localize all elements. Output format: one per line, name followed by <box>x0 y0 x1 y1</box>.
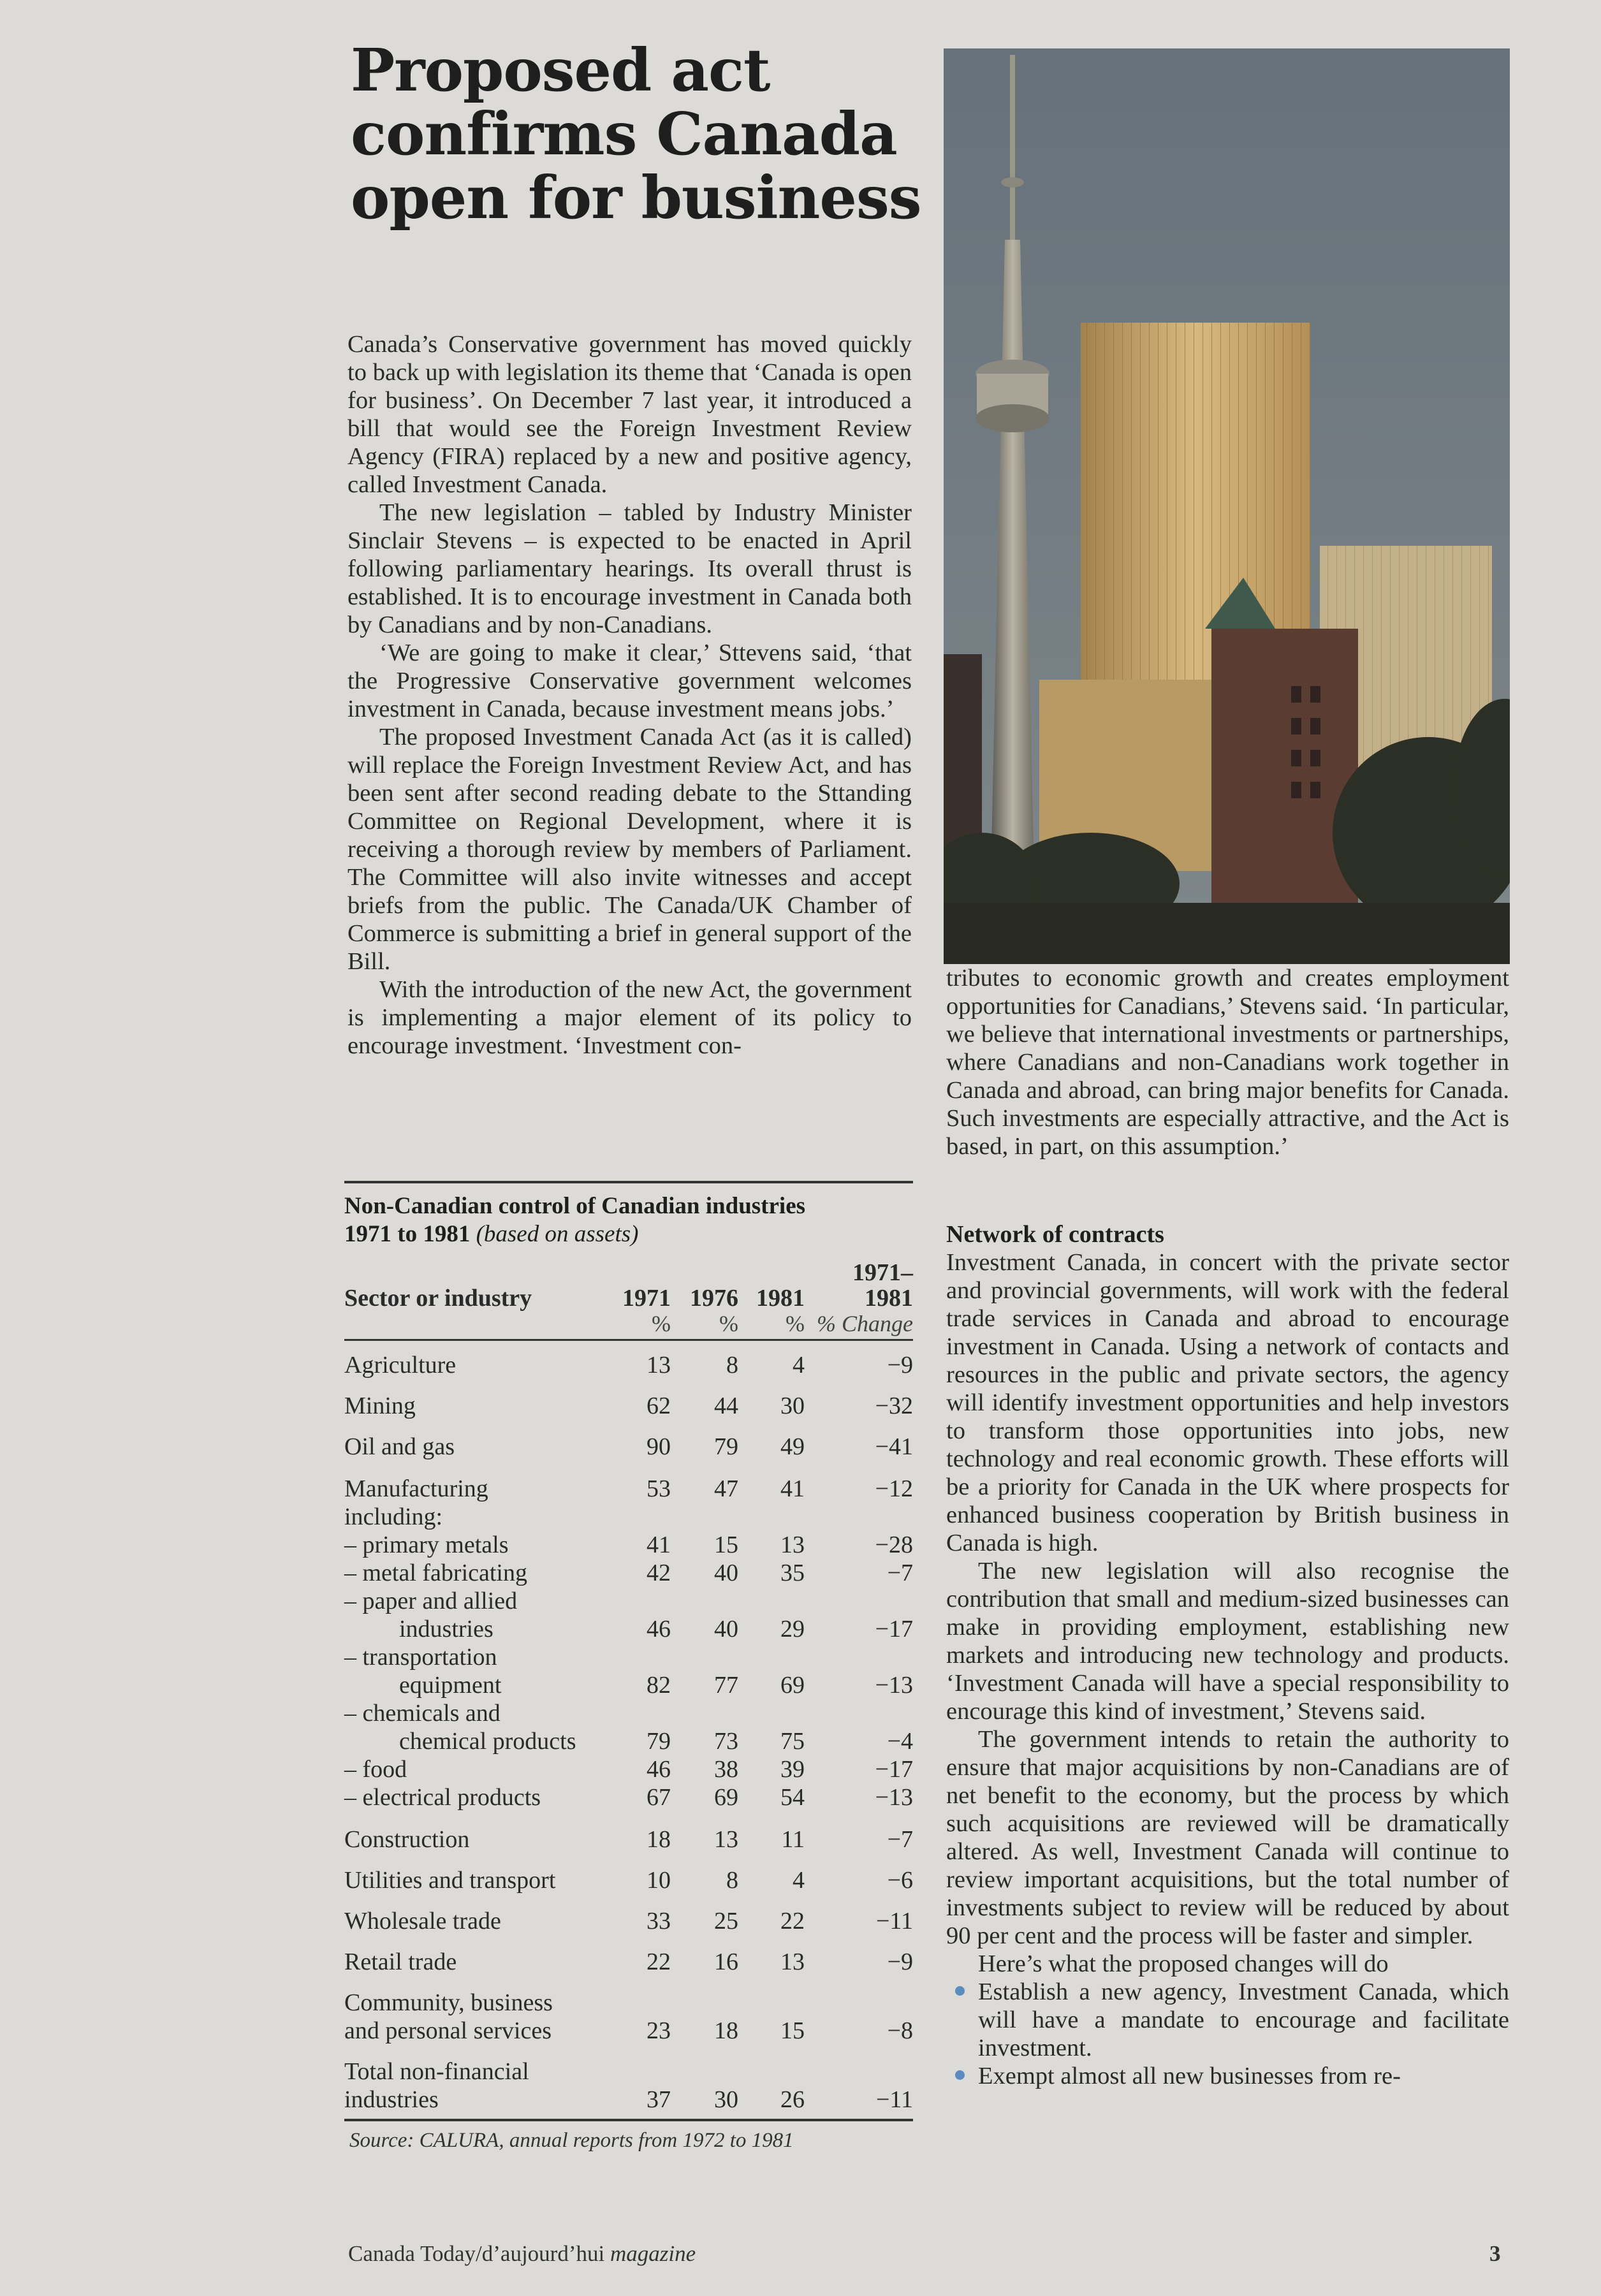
footer-publication: Canada Today/d’aujourd’hui magazine <box>348 2241 696 2266</box>
table-row: Total non-financial industries 37 30 26 −11 <box>344 2058 913 2113</box>
table-row: – primary metals 41 15 13 −28 <box>344 1532 913 1558</box>
list-item: Establish a new agency, Investment Canada, which will have a mandate to encourage and facilitate investment. <box>946 1978 1509 2062</box>
paragraph: The government intends to retain the authority to ensure that major acquisitions by non-Canadians are of net benefit to the economy, but the process by which such acquisitions are reviewed will be dramatically altered. As well, Investment Canada will continue to review important acquisitions, but the total number of investments subject to review will be reduced by about 90 per cent and the process will be faster and simpler. <box>946 1726 1509 1949</box>
unit-1971: % <box>612 1311 671 1340</box>
table-row: Mining 62 44 30 −32 <box>344 1393 913 1419</box>
unit-1981: % <box>738 1311 805 1340</box>
table-caption: Non-Canadian control of Canadian industries 1971 to 1981 (based on assets) <box>344 1193 806 1247</box>
industries-table <box>344 1181 913 2153</box>
cn-tower-photo <box>944 48 1510 964</box>
table-row: Utilities and transport 10 8 4 −6 <box>344 1867 913 1894</box>
table-row: – metal fabricating 42 40 35 −7 <box>344 1560 913 1586</box>
table-row: – electrical products 67 69 54 −13 <box>344 1784 913 1811</box>
table-row: Agriculture 13 8 4 −9 <box>344 1352 913 1378</box>
table-row: – chemicals and chemical products 79 73 75 −4 <box>344 1700 913 1755</box>
paragraph: With the introduction of the new Act, the government is implementing a major element of its policy to encourage investment. ‘Investment con- <box>347 976 912 1059</box>
article-headline <box>351 38 925 230</box>
paragraph: ‘We are going to make it clear,’ Sttevens said, ‘that the Progressive Conservative government welcomes investment in Canada, because investment means jobs.’ <box>347 640 912 722</box>
header-1981: 1981 <box>756 1285 805 1312</box>
left-column <box>347 330 912 1060</box>
paragraph: Investment Canada, in concert with the private sector and provincial governments, will work with the federal trade services in Canada and abroad to encourage investment in Canada. Using a network of contacts and resources in the public and private sectors, the agency will identify investment opportunities and help investors to transform those opportunities into jobs, new technology and real economic growth. These efforts will be a priority for Canada in the UK where prospects for enhanced business cooperation by British business in Canada is high. <box>946 1249 1509 1556</box>
table-row: Retail trade 22 16 13 −9 <box>344 1949 913 1975</box>
bullet-list <box>946 1978 1509 2090</box>
page-number: 3 <box>1489 2241 1501 2266</box>
bullet-dot-icon <box>955 1986 965 1996</box>
unit-change: % Change <box>805 1311 913 1340</box>
headline-line-1: Proposed act <box>351 36 770 105</box>
headline-line-2: confirms Canada <box>351 99 897 168</box>
paragraph: The new legislation will also recognise the contribution that small and medium-sized businesses can make in providing employment, establishing new markets and introducing new technology and products. ‘Investment Canada will have a special responsibility to encourage this kind of investment,’ Stevens said. <box>946 1558 1509 1725</box>
header-sector: Sector or industry <box>344 1285 532 1312</box>
paragraph: Here’s what the proposed changes will do <box>978 1950 1389 1977</box>
table-row: Wholesale trade 33 25 22 −11 <box>344 1908 913 1934</box>
table-source: Source: CALURA, annual reports from 1972 to 1981 <box>349 2129 794 2152</box>
right-column-main <box>946 1220 1509 2090</box>
table-row: – paper and allied industries 46 40 29 −17 <box>344 1588 913 1642</box>
table-row: Manufacturing including: 53 47 41 −12 <box>344 1475 913 1530</box>
table-row: Oil and gas 90 79 49 −41 <box>344 1433 913 1460</box>
section-subhead: Network of contracts <box>946 1221 1164 1248</box>
header-1971: 1971 <box>622 1285 671 1312</box>
paragraph: Canada’s Conservative government has moved quickly to back up with legislation its theme that ‘Canada is open for business’. On December 7 last year, it introduced a bill that would see the Foreign Investment Review Agency (FIRA) replaced by a new and positive agency, called Investment Canada. <box>347 331 912 498</box>
table-bottom-rule <box>344 2119 913 2121</box>
table-top-rule <box>344 1181 913 1183</box>
header-change: 1971–1981 <box>852 1259 913 1312</box>
unit-1976: % <box>671 1311 738 1340</box>
header-1976: 1976 <box>690 1285 738 1312</box>
table-row: Construction 18 13 11 −7 <box>344 1826 913 1853</box>
right-column-top <box>946 964 1509 1160</box>
paragraph: The proposed Investment Canada Act (as it is called) will replace the Foreign Investment Review Act, and has been sent after second reading debate to the Sttanding Committee on Regional Development, where it is receiving a thorough review by members of Parliament. The Committee will also invite witnesses and accept briefs from the public. The Canada/UK Chamber of Commerce is submitting a brief in general support of the Bill. <box>347 724 912 975</box>
data-table <box>344 1260 913 2114</box>
headline-line-3: open for business <box>351 163 921 232</box>
table-row: Community, business and personal services 23 18 15 −8 <box>344 1989 913 2044</box>
paragraph: The new legislation – tabled by Industry Minister Sinclair Stevens – is expected to be enacted in April following parliamentary hearings. Its overall thrust is established. It is to encourage investment in Canada both by Canadians and by non-Canadians. <box>347 499 912 638</box>
paragraph: tributes to economic growth and creates employment opportunities for Canadians,’ Stevens said. ‘In particular, we believe that international investments or partnerships, where Canadians and non-Canadians work together in Canada and abroad, can bring major benefits for Canada. Such investments are especially attractive, and the Act is based, in part, on this assumption.’ <box>946 965 1509 1160</box>
table-row: – food 46 38 39 −17 <box>344 1756 913 1783</box>
bullet-dot-icon <box>955 2070 965 2080</box>
table-row: – transportation equipment 82 77 69 −13 <box>344 1644 913 1699</box>
list-item: Exempt almost all new businesses from re- <box>946 2062 1509 2090</box>
